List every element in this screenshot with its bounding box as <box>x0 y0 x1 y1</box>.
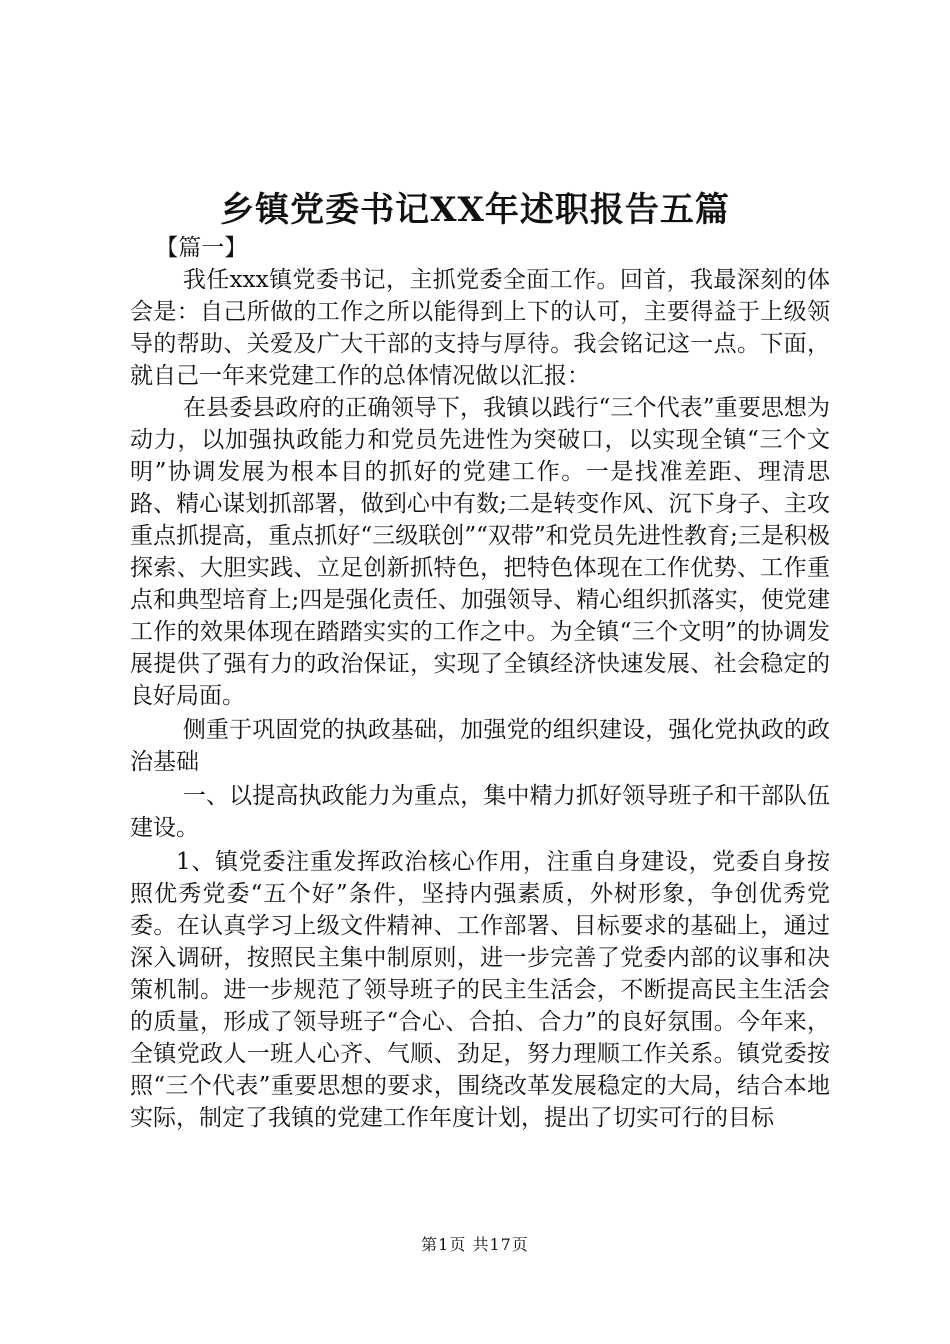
paragraph-overview: 在县委县政府的正确领导下，我镇以践行“三个代表”重要思想为动力，以加强执政能力和党员先进性为突破口，以实现全镇“三个文明”协调发展为根本目的抓好的党建工作。一是找准差距、理清思路、精心谋划抓部署，做到心中有数;二是转变作风、沉下身子、主攻重点抓提高，重点抓好“三级联创”“双带”和党员先进性教育;三是积极探索、大胆实践、立足创新抓特色，把特色体现在工作优势、工作重点和典型培育上;四是强化责任、加强领导、精心组织抓落实，使党建工作的效果体现在踏踏实实的工作之中。为全镇“三个文明”的协调发展提供了强有力的政治保证，实现了全镇经济快速发展、社会稳定的良好局面。 <box>130 395 830 709</box>
paragraph-intro: 我任xxx镇党委书记，主抓党委全面工作。回首，我最深刻的体会是：自己所做的工作之所以能得到上下的认可，主要得益于上级领导的帮助、关爱及广大干部的支持与厚待。我会铭记这一点。下面，就自己一年来党建工作的总体情况做以汇报： <box>130 267 830 389</box>
document-body <box>130 232 830 1134</box>
section-label: 【篇一】 <box>155 235 248 261</box>
heading-one: 一、以提高执政能力为重点，集中精力抓好领导班子和干部队伍建设。 <box>130 783 830 841</box>
page-footer: 第1页 共17页 <box>421 1235 529 1254</box>
paragraph-item-one: 1、镇党委注重发挥政治核心作用，注重自身建设，党委自身按照优秀党委“五个好”条件，坚持内强素质，外树形象，争创优秀党委。在认真学习上级文件精神、工作部署、目标要求的基础上，通过深入调研，按照民主集中制原则，进一步完善了党委内部的议事和决策机制。进一步规范了领导班子的民主生活会，不断提高民主生活会的质量，形成了领导班子“合心、合拍、合力”的良好氛围。今年来，全镇党政人一班人心齐、气顺、劲足，努力理顺工作关系。镇党委按照“三个代表”重要思想的要求，围绕改革发展稳定的大局，结合本地实际，制定了我镇的党建工作年度计划，提出了切实可行的目标 <box>130 849 830 1131</box>
document-title: 乡镇党委书记XX年述职报告五篇 <box>220 190 730 230</box>
paragraph-focus: 侧重于巩固党的执政基础，加强党的组织建设，强化党执政的政治基础 <box>130 717 830 775</box>
